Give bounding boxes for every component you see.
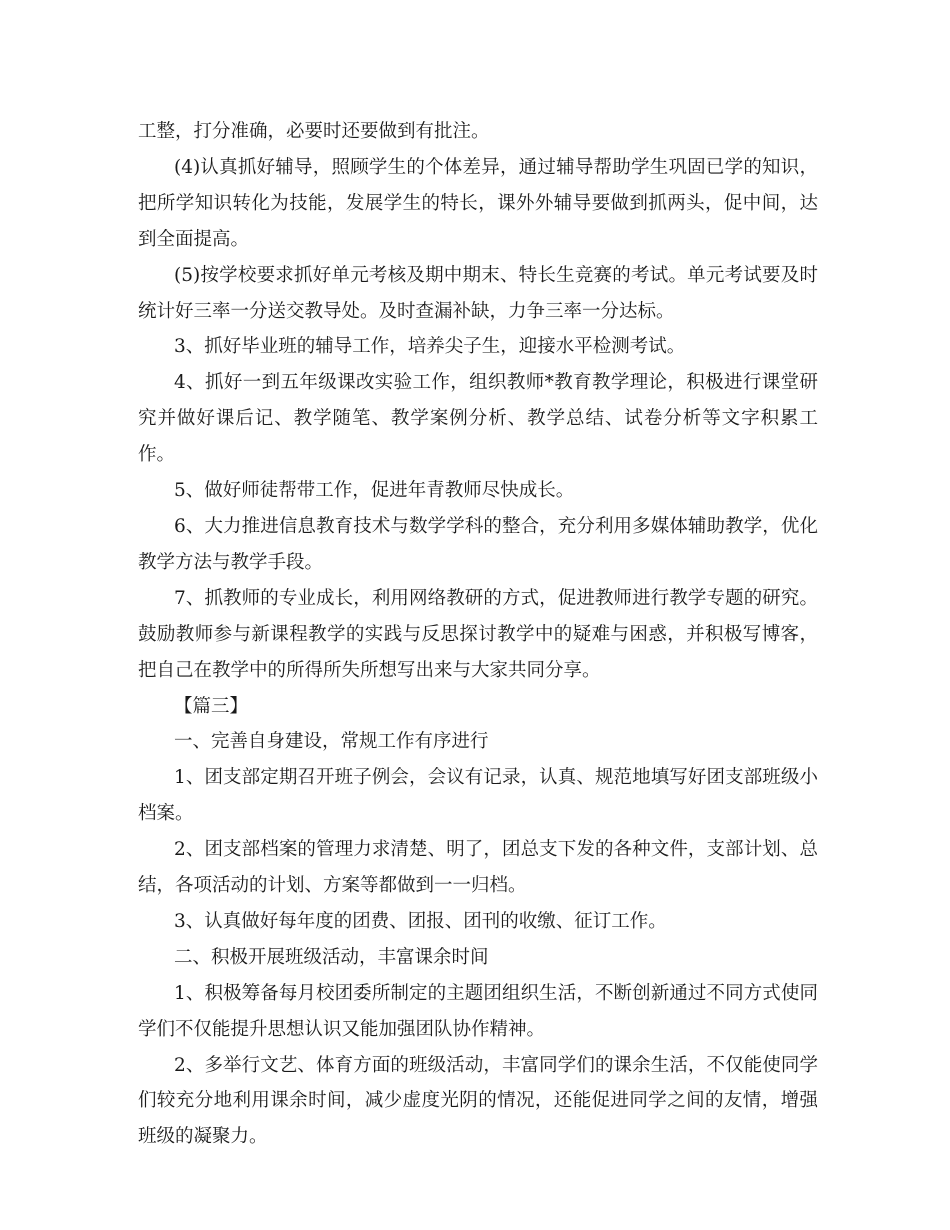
paragraph-graduation-class: 3、抓好毕业班的辅导工作，培养尖子生，迎接水平检测考试。 — [174, 336, 686, 358]
section-heading-self-construction: 一、完善自身建设，常规工作有序进行 — [174, 731, 489, 753]
section-heading-class-activities: 二、积极开展班级活动，丰富课余时间 — [174, 946, 489, 968]
paragraph-item-4: (4)认真抓好辅导，照顾学生的个体差异，通过辅导帮助学生巩固已学的知识，把所学知识转化为技能，发展学生的特长，课外外辅导要做到抓两头，促中间，达到全面提高。 — [138, 156, 818, 250]
paragraph-it-integration: 6、大力推进信息教育技术与数学学科的整合，充分利用多媒体辅助教学，优化教学方法与教学手段。 — [138, 515, 818, 573]
paragraph-item-5: (5)按学校要求抓好单元考核及期中期末、特长生竞赛的考试。单元考试要及时统计好三率一分送交教导处。及时查漏补缺，力争三率一分达标。 — [138, 264, 818, 322]
paragraph-monthly-activities: 1、积极筹备每月校团委所制定的主题团组织生活，不断创新通过不同方式使同学们不仅能提升思想认识又能加强团队协作精神。 — [138, 982, 818, 1040]
paragraph-arts-sports: 2、多举行文艺、体育方面的班级活动，丰富同学们的课余生活，不仅能使同学们较充分地利用课余时间，减少虚度光阴的情况，还能促进同学之间的友情，增强班级的凝聚力。 — [138, 1054, 818, 1148]
paragraph-curriculum-reform: 4、抓好一到五年级课改实验工作，组织教师*教育教学理论，积极进行课堂研究并做好课后记、教学随笔、教学案例分析、教学总结、试卷分析等文字积累工作。 — [138, 372, 818, 466]
paragraph-continuation: 工整，打分准确，必要时还要做到有批注。 — [138, 121, 490, 142]
document-body — [138, 114, 818, 1155]
paragraph-dues-collection: 3、认真做好每年度的团费、团报、团刊的收缴、征订工作。 — [174, 910, 667, 932]
paragraph-branch-meetings: 1、团支部定期召开班子例会，会议有记录，认真、规范地填写好团支部班级小档案。 — [138, 767, 818, 825]
paragraph-archive-management: 2、团支部档案的管理力求清楚、明了，团总支下发的各种文件，支部计划、总结，各项活动的计划、方案等都做到一一归档。 — [138, 839, 818, 897]
section-heading-part-three: 【篇三】 — [174, 695, 249, 717]
paragraph-professional-growth: 7、抓教师的专业成长，利用网络教研的方式，促进教师进行教学专题的研究。鼓励教师参与新课程教学的实践与反思探讨教学中的疑难与困惑，并积极写博客，把自己在教学中的所得所失所想写出来与大家共同分享。 — [138, 587, 818, 681]
paragraph-mentoring: 5、做好师徒帮带工作，促进年青教师尽快成长。 — [174, 480, 575, 502]
